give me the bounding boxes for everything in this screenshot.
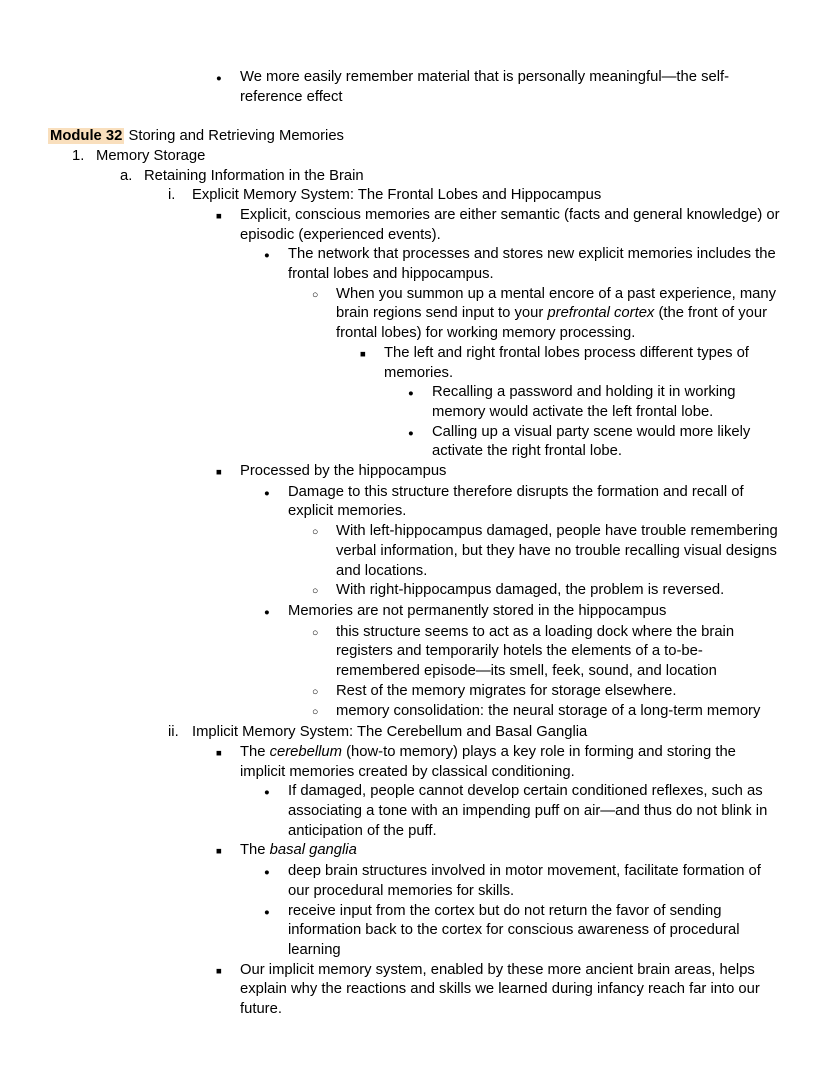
text-run: memory consolidation: the neural storage of a long-term memory [336, 703, 761, 720]
text-run: When you summon up a mental encore of a past experience, many brain regions send input to your [336, 285, 777, 322]
heading-text [48, 127, 780, 147]
paragraph-text [288, 782, 780, 841]
paragraph-text [144, 167, 780, 187]
bullet-square-icon: ■ [216, 747, 222, 759]
text-run: cerebellum [269, 743, 342, 760]
list-item [360, 344, 780, 383]
bullet-square-icon: ■ [216, 846, 222, 858]
list-item [216, 206, 780, 245]
list-item [168, 186, 780, 206]
bullet-circle-icon: ○ [312, 585, 319, 598]
paragraph-text [336, 285, 780, 344]
list-label: ii. [168, 724, 179, 741]
bullet-disc-icon: ● [408, 388, 414, 400]
paragraph-text [240, 961, 780, 1020]
list-item [312, 682, 780, 703]
list-item [264, 862, 780, 901]
text-run: The [240, 842, 270, 859]
paragraph-text [384, 344, 780, 383]
text-run: Implicit Memory System: The Cerebellum and Basal Ganglia [192, 724, 588, 741]
text-run: With right-hippocampus damaged, the problem is reversed. [336, 582, 725, 599]
bullet-circle-icon: ○ [312, 685, 319, 698]
list-item [120, 167, 780, 187]
list-item [312, 702, 780, 723]
text-run: We more easily remember material that is personally meaningful—the self-reference effect [240, 69, 730, 105]
paragraph-text [336, 702, 780, 722]
text-run: Recalling a password and holding it in working memory would activate the left frontal lobe. [432, 384, 736, 420]
bullet-disc-icon: ● [216, 73, 222, 84]
bullet-disc-icon: ● [264, 250, 270, 262]
paragraph-text [288, 483, 780, 522]
paragraph-text [288, 245, 780, 284]
list-item [72, 147, 780, 167]
text-run: Our implicit memory system, enabled by these more ancient brain areas, helps explain why the reactions and skills we learned during infancy reach far into our future. [240, 961, 760, 1018]
paragraph-text [288, 602, 780, 622]
module-number-highlight: Module 32 [50, 128, 123, 145]
bullet-circle-icon: ○ [312, 288, 319, 301]
paragraph-text [288, 862, 780, 901]
bullet-disc-icon: ● [408, 427, 414, 439]
list-item [264, 245, 780, 284]
list-item [312, 285, 780, 344]
text-run: The left and right frontal lobes process different types of memories. [384, 344, 749, 381]
list-item [408, 423, 780, 462]
bullet-disc-icon: ● [264, 787, 270, 799]
paragraph-text [432, 423, 780, 462]
module-heading [48, 127, 780, 147]
bullet-circle-icon: ○ [312, 706, 319, 719]
list-label: i. [168, 187, 176, 204]
list-item [168, 723, 780, 743]
text-run: receive input from the cortex but do not return the favor of sending information back to the cortex for conscious awareness of procedural learning [288, 902, 740, 958]
text-run: Calling up a visual party scene would more likely activate the right frontal lobe. [432, 423, 751, 460]
paragraph-text [432, 383, 780, 422]
list-item [264, 902, 780, 961]
text-run: The [240, 743, 270, 760]
text-run: Explicit, conscious memories are either semantic (facts and general knowledge) or episodic (experienced events). [240, 206, 780, 243]
bullet-square-icon: ■ [216, 210, 222, 222]
paragraph-text [96, 147, 780, 167]
list-item [216, 961, 780, 1020]
text-run: this structure seems to act as a loading dock where the brain registers and temporarily hotels the elements of a to-be-remembered episode—its smell, feek, sound, and location [336, 623, 735, 680]
bullet-square-icon: ■ [216, 965, 222, 977]
bullet-disc-icon: ● [264, 606, 270, 618]
list-item [408, 383, 780, 422]
text-run: basal ganglia [269, 842, 357, 859]
paragraph-text [336, 623, 780, 682]
list-item [312, 522, 780, 581]
paragraph-text [192, 723, 780, 743]
list-item [216, 68, 780, 107]
paragraph-text [240, 68, 780, 107]
list-label: a. [120, 167, 133, 184]
text-run: Memory Storage [96, 147, 206, 164]
text-run: The network that processes and stores new explicit memories includes the frontal lobes and hippocampus. [288, 246, 776, 283]
list-item [216, 841, 780, 862]
paragraph-text [336, 522, 780, 581]
paragraph-text [240, 206, 780, 245]
paragraph-text [288, 902, 780, 961]
text-run: Rest of the memory migrates for storage elsewhere. [336, 682, 677, 699]
bullet-square-icon: ■ [360, 348, 366, 360]
empty-line [48, 107, 780, 127]
text-run: Damage to this structure therefore disrupts the formation and recall of explicit memories. [288, 483, 744, 520]
text-run: deep brain structures involved in motor movement, facilitate formation of our procedural memories for skills. [288, 863, 761, 899]
list-item [264, 602, 780, 623]
bullet-circle-icon: ○ [312, 526, 319, 539]
bullet-disc-icon: ● [264, 867, 270, 879]
paragraph-text [240, 462, 780, 482]
bullet-disc-icon: ● [264, 487, 270, 499]
text-run: Explicit Memory System: The Frontal Lobes and Hippocampus [192, 187, 602, 204]
text-run: If damaged, people cannot develop certain conditioned reflexes, such as associating a tone with an impending puff on air—and thus do not blink in anticipation of the puff. [288, 783, 768, 839]
text-run: prefrontal cortex [547, 305, 655, 322]
text-run: Processed by the hippocampus [240, 463, 447, 480]
list-item [264, 782, 780, 841]
text-run: With left-hippocampus damaged, people have trouble remembering verbal information, but they have no trouble recalling visual designs and locations. [336, 523, 778, 579]
text-run: Retaining Information in the Brain [144, 167, 364, 184]
paragraph-text [336, 682, 780, 702]
list-label: 1. [72, 147, 85, 164]
text-run: (the front of your frontal lobes) for working memory processing. [336, 305, 768, 342]
bullet-square-icon: ■ [216, 467, 222, 479]
paragraph-text [240, 841, 780, 861]
text-run: (how-to memory) plays a key role in forming and storing the implicit memories created by classical conditioning. [240, 743, 736, 780]
paragraph-text [240, 743, 780, 782]
bullet-circle-icon: ○ [312, 626, 319, 639]
paragraph-text [192, 186, 780, 206]
text-run: Memories are not permanently stored in the hippocampus [288, 602, 667, 619]
paragraph-text [336, 581, 780, 601]
text-run: Storing and Retrieving Memories [124, 128, 344, 145]
list-item [264, 483, 780, 522]
list-item [216, 743, 780, 782]
list-item [216, 462, 780, 483]
list-item [312, 623, 780, 682]
bullet-disc-icon: ● [264, 906, 270, 918]
list-item [312, 581, 780, 602]
